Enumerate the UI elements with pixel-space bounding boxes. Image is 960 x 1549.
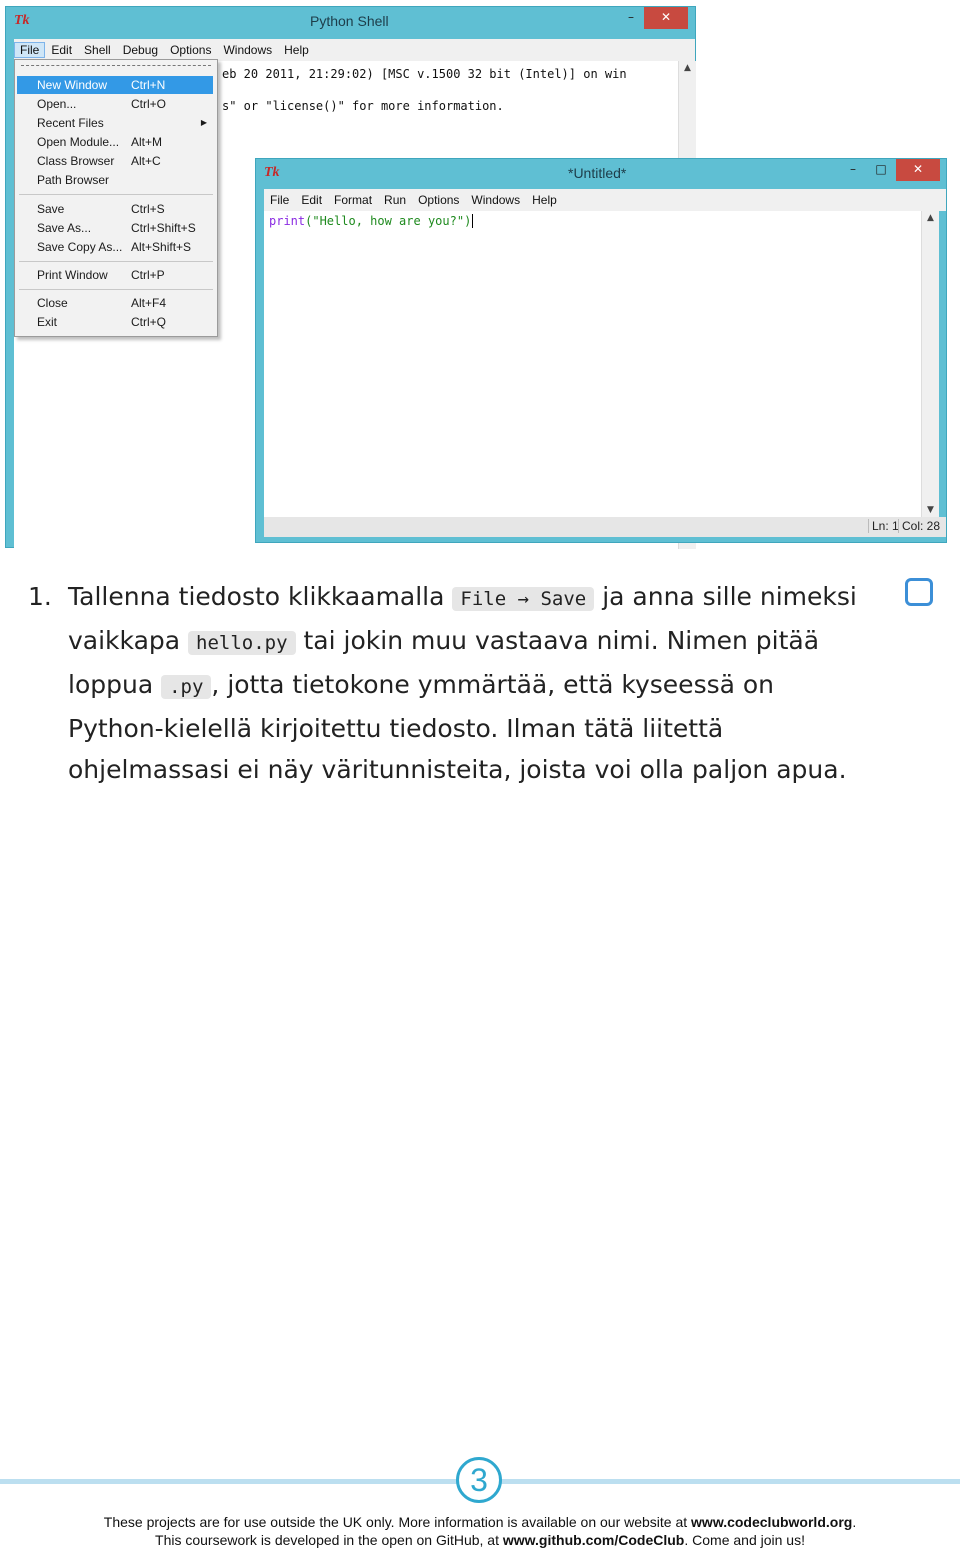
scroll-down-icon[interactable]: ▼ <box>927 505 934 515</box>
code-keyword: print <box>269 214 306 228</box>
menu-item-label: Print Window <box>37 268 108 282</box>
code-filename: hello.py <box>188 631 296 655</box>
shell-line: s" or "license()" for more information. <box>222 99 504 113</box>
menu-format[interactable]: Format <box>334 193 373 207</box>
menu-item-label: Save <box>37 202 65 216</box>
code-editor[interactable] <box>264 211 921 517</box>
status-line: Ln: 1 <box>868 519 899 533</box>
menu-item-shortcut: Ctrl+P <box>131 268 165 282</box>
scroll-up-icon[interactable]: ▲ <box>684 63 691 73</box>
menu-item-save-as[interactable] <box>17 219 213 237</box>
menu-run[interactable]: Run <box>384 193 407 207</box>
shell-line: eb 20 2011, 21:29:02) [MSC v.1500 32 bit (Intel)] on win <box>222 67 627 81</box>
menu-edit[interactable]: Edit <box>301 193 323 207</box>
menu-windows[interactable]: Windows <box>471 193 521 207</box>
menu-item-shortcut: Alt+Shift+S <box>131 240 192 254</box>
menu-item-shortcut: Ctrl+O <box>131 97 167 111</box>
menu-help[interactable]: Help <box>532 193 557 207</box>
close-icon[interactable]: ✕ <box>644 7 688 29</box>
menu-item-label: Exit <box>37 315 58 329</box>
menu-item-save[interactable] <box>17 200 213 218</box>
footer-link-github[interactable]: www.github.com/CodeClub <box>502 1532 685 1548</box>
menu-options[interactable]: Options <box>170 43 212 57</box>
close-icon[interactable]: ✕ <box>896 159 940 181</box>
menu-debug[interactable]: Debug <box>122 43 159 57</box>
menu-item-close[interactable] <box>17 294 213 312</box>
code-line <box>269 214 473 228</box>
page-number: 3 <box>456 1457 502 1503</box>
menu-help[interactable]: Help <box>284 43 309 57</box>
menu-item-shortcut: Alt+M <box>131 135 163 149</box>
footer-line-1 <box>0 1514 960 1530</box>
shell-title: Python Shell <box>310 13 389 29</box>
step-text-part: tai jokin muu vastaava nimi. Nimen pitää loppua <box>68 626 820 699</box>
menu-windows[interactable]: Windows <box>223 43 273 57</box>
footer-line-2 <box>0 1532 960 1548</box>
menu-item-new-window[interactable] <box>17 76 213 94</box>
file-menu-dropdown <box>14 59 218 337</box>
menu-item-label: Close <box>37 296 68 310</box>
menu-shell[interactable]: Shell <box>84 43 111 57</box>
menu-item-path-browser[interactable] <box>17 171 213 189</box>
shell-titlebar <box>6 7 695 37</box>
menu-separator <box>19 289 213 290</box>
code-file-save: File → Save <box>452 587 594 611</box>
menu-item-shortcut: Ctrl+Q <box>131 315 167 329</box>
editor-menubar <box>264 189 946 211</box>
text-cursor <box>472 214 473 228</box>
editor-title: *Untitled* <box>568 165 627 181</box>
menu-file[interactable]: File <box>14 42 45 58</box>
menu-item-shortcut: Alt+F4 <box>131 296 167 310</box>
step-text-part: Tallenna tiedosto klikkaamalla <box>68 582 453 611</box>
footer-text: This coursework is developed in the open on GitHub, at <box>155 1532 503 1548</box>
minimize-icon[interactable]: – <box>850 162 856 176</box>
menu-item-label: Save Copy As... <box>37 240 123 254</box>
minimize-icon[interactable]: – <box>628 10 634 24</box>
tk-icon: Tk <box>264 165 280 180</box>
footer-text: . Come and join us! <box>684 1532 805 1548</box>
menu-item-shortcut: Ctrl+S <box>131 202 165 216</box>
menu-item-label: Recent Files <box>37 116 104 130</box>
menu-item-shortcut: Alt+C <box>131 154 161 168</box>
menu-item-label: Open... <box>37 97 77 111</box>
menu-item-open[interactable] <box>17 95 213 113</box>
menu-item-label: Save As... <box>37 221 92 235</box>
menu-item-class-browser[interactable] <box>17 152 213 170</box>
step-text <box>68 576 858 790</box>
step-number: 1. <box>28 582 52 611</box>
editor-scrollbar[interactable] <box>921 211 939 517</box>
menu-item-label: Class Browser <box>37 154 115 168</box>
scroll-up-icon[interactable]: ▲ <box>927 213 934 223</box>
menu-item-print-window[interactable] <box>17 266 213 284</box>
menu-item-exit[interactable] <box>17 313 213 331</box>
editor-titlebar <box>256 159 946 189</box>
status-column: Col: 28 <box>898 519 940 533</box>
menu-item-save-copy-as[interactable] <box>17 238 213 256</box>
menu-options[interactable]: Options <box>418 193 460 207</box>
menu-edit[interactable]: Edit <box>51 43 73 57</box>
menu-item-recent-files[interactable] <box>17 114 213 132</box>
menu-file[interactable]: File <box>270 193 290 207</box>
menu-tearoff[interactable] <box>21 65 211 66</box>
menu-separator <box>19 261 213 262</box>
menu-item-label: Path Browser <box>37 173 110 187</box>
step-text-part: , jotta tietokone ymmärtää, että kyseessä on Python-kielellä kirjoitettu tiedosto. Ilman tätä liitettä ohjelmassasi ei näy väritunnisteita, joista voi olla paljon apua. <box>68 670 847 784</box>
menu-item-label: Open Module... <box>37 135 120 149</box>
shell-menubar <box>14 39 695 61</box>
step-checkbox[interactable] <box>905 578 933 606</box>
maximize-icon[interactable] <box>618 7 644 29</box>
menu-separator <box>19 194 213 195</box>
menu-item-shortcut: Ctrl+Shift+S <box>131 221 196 235</box>
submenu-arrow-icon: ▶ <box>200 118 207 127</box>
menu-item-label: New Window <box>37 78 108 92</box>
footer-link-codeclubworld[interactable]: www.codeclubworld.org <box>691 1514 853 1530</box>
code-extension: .py <box>161 675 211 699</box>
maximize-icon[interactable]: □ <box>875 162 887 176</box>
menu-item-shortcut: Ctrl+N <box>131 78 166 92</box>
tk-icon: Tk <box>14 13 30 28</box>
step-text-part: ja anna sille nimeksi vaikkapa <box>68 582 857 655</box>
code-string: ("Hello, how are you?") <box>305 214 472 228</box>
editor-window <box>255 158 947 543</box>
footer-text: . <box>852 1514 857 1530</box>
menu-item-open-module[interactable] <box>17 133 213 151</box>
footer-text: These projects are for use outside the UK only. More information is available on our website at <box>103 1514 692 1530</box>
status-bar <box>264 517 946 537</box>
